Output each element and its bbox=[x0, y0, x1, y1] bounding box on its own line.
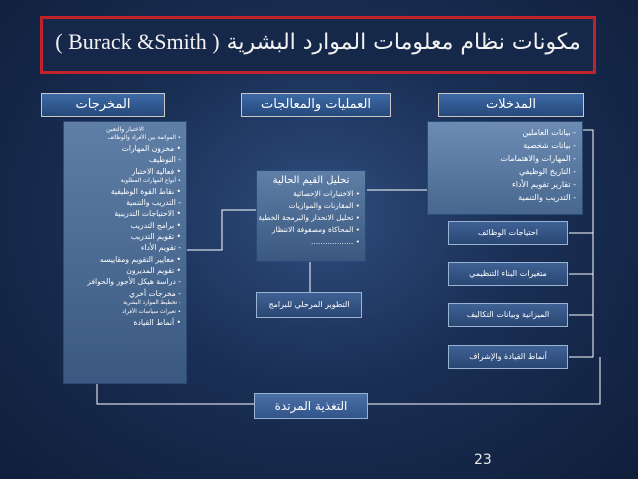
feedback-box: التغذية المرتدة bbox=[254, 393, 368, 419]
input-item: - المهارات والاهتمامات bbox=[500, 154, 576, 163]
jobs-needs-box: احتياجات الوظائف bbox=[448, 221, 568, 245]
page-number: 23 bbox=[474, 452, 492, 468]
inputs-header: المدخلات bbox=[438, 93, 584, 117]
budget-costs-box: الميزانية وبيانات التكاليف bbox=[448, 303, 568, 327]
title-arabic: مكونات نظام معلومات الموارد البشرية bbox=[226, 30, 581, 55]
page-title bbox=[43, 29, 593, 55]
processes-heading: تحليل القيم الحالية bbox=[272, 175, 350, 186]
process-to-output-line bbox=[187, 210, 256, 250]
output-item: • أنواع المهارات المطلوبة bbox=[120, 177, 181, 184]
input-item: - التاريخ الوظيفي bbox=[518, 167, 576, 176]
processes-header: العمليات والمعالجات bbox=[241, 93, 391, 117]
output-item: • مخزون المهارات bbox=[121, 144, 181, 153]
outputs-header: المخرجات bbox=[41, 93, 165, 117]
title-citation: ( Burack &Smith ) bbox=[55, 29, 220, 54]
leadership-box: أنماط القيادة والإشراف bbox=[448, 345, 568, 369]
input-item: - بيانات العاملين bbox=[522, 128, 576, 137]
output-item: - تخطيط الموارد البشرية bbox=[123, 299, 181, 306]
processes-panel bbox=[256, 170, 366, 262]
inputs-panel bbox=[427, 121, 583, 215]
process-item: • المحاكاة ومصفوفة الانتظار bbox=[271, 225, 360, 234]
output-item: - مخرجات أخري bbox=[129, 288, 181, 298]
output-item: • نقاط القوة الوظيفية bbox=[110, 186, 181, 196]
output-item: • برامج التدريب bbox=[130, 220, 181, 230]
output-item: • معايير التقويم ومقاييسه bbox=[99, 254, 181, 264]
output-item: • الاحتياجات التدريبية bbox=[114, 209, 181, 219]
process-item: • تحليل الانحدار والبرمجة الخطية bbox=[258, 213, 360, 222]
output-item: - التدريب والتنمية bbox=[126, 198, 181, 208]
output-to-feedback-line bbox=[97, 384, 254, 404]
output-item: - دراسة هيكل الأجور والحوافز bbox=[87, 277, 181, 287]
output-item: الاختيار والتعين bbox=[106, 126, 144, 133]
output-item: • تغيرات سياسات الأفراد bbox=[122, 308, 181, 315]
input-item: - تقارير تقويم الأداء bbox=[511, 180, 576, 189]
input-item: - بيانات شخصية bbox=[523, 141, 576, 150]
output-item: - التوظيف bbox=[149, 155, 181, 165]
process-item: • .................. bbox=[311, 237, 360, 246]
input-item: - التدريب والتنمية bbox=[518, 193, 576, 202]
title-box bbox=[40, 16, 596, 74]
output-item: • أنماط القيادة bbox=[133, 317, 181, 327]
output-item: • فعالية الاختبار bbox=[131, 166, 181, 176]
output-item: - تقويم الأداء bbox=[140, 243, 181, 253]
program-development-box: التطوير المرحلي للبرامج bbox=[256, 292, 362, 318]
output-item: • الموائمة بين الأفراد والوظائف bbox=[107, 135, 181, 141]
outputs-panel bbox=[63, 121, 187, 384]
output-item: • تقويم التدريب bbox=[130, 232, 181, 242]
org-structure-box: متغيرات البناء التنظيمي bbox=[448, 262, 568, 286]
process-item: • المقارنات والموازيات bbox=[288, 201, 360, 210]
output-item: • تقويم المديرون bbox=[126, 265, 181, 275]
process-item: • الاختبارات الإحصائية bbox=[293, 189, 360, 198]
